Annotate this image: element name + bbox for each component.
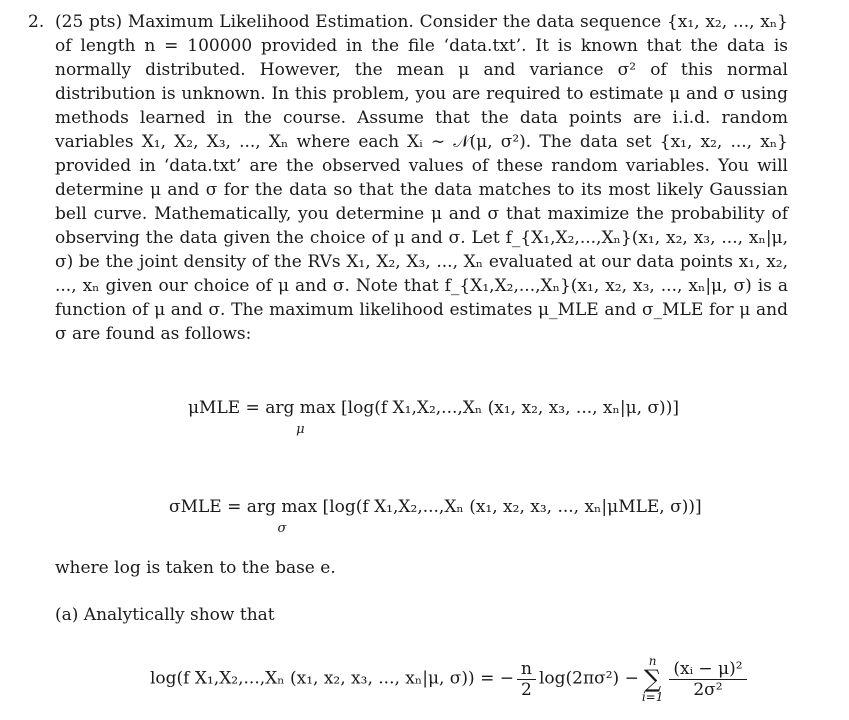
eq-sigma-rhs: [log(f X₁,X₂,...,Xₙ (x₁, x₂, x₃, ..., xₙ|μMLE, σ))] <box>317 497 702 517</box>
equation-sigma-mle <box>169 497 702 536</box>
sum-upper-limit: n <box>648 654 657 668</box>
problem-body <box>55 10 788 346</box>
sum-lower-limit: i=1 <box>641 690 664 704</box>
equation-mu-mle <box>188 398 679 437</box>
summation <box>642 655 664 703</box>
problem-number: 2. <box>28 12 45 32</box>
eq-loglik-mid: log(2πσ²) − <box>538 668 639 689</box>
frac1-numerator: n <box>517 659 536 680</box>
frac2-numerator: (xᵢ − μ)² <box>669 659 746 680</box>
equation-log-likelihood <box>150 655 750 703</box>
eq-sigma-argmax-label: arg max <box>246 497 318 517</box>
frac2-denominator: 2σ² <box>693 679 723 700</box>
problem-paragraph: (25 pts) Maximum Likelihood Estimation. Consider the data sequence {x₁, x₂, ..., xₙ} of length n = 100000 provided in the file ‘data.txt’. It is known that the data is normally distributed. However, the mean μ and variance σ² of this normal distribution is unknown. In this problem, you are required to estimate μ and σ using methods learned in the course. Assume that the data points are i.i.d. random variables X₁, X₂, X₃, ..., Xₙ where each Xᵢ ∼ 𝒩(μ, σ²). The data set {x₁, x₂, ..., xₙ} provided in ‘data.txt’ are the observed values of these random variables. You will determine μ and σ for the data so that the data matches to its most likely Gaussian bell curve. Mathematically, you determine μ and σ that maximize the probability of observing the data given the choice of μ and σ. Let f_{X₁,X₂,...,Xₙ}(x₁, x₂, x₃, ..., xₙ|μ, σ) be the joint density of the RVs X₁, X₂, X₃, ..., Xₙ evaluated at our data points x₁, x₂, ..., xₙ given our choice of μ and σ. Note that f_{X₁,X₂,...,Xₙ}(x₁, x₂, x₃, ..., xₙ|μ, σ) is a function of μ and σ. The maximum likelihood estimates μ_MLE and σ_MLE for μ and σ are found as follows: <box>55 12 788 344</box>
frac1-denominator: 2 <box>521 679 532 700</box>
eq-loglik-lhs: log(f X₁,X₂,...,Xₙ (x₁, x₂, x₃, ..., xₙ|μ, σ)) = − <box>150 668 514 689</box>
log-base-note: where log is taken to the base e. <box>55 558 336 578</box>
eq-sigma-argmax-sub: σ <box>277 521 287 536</box>
part-a-heading: (a) Analytically show that <box>55 605 275 625</box>
eq-mu-argmax-label: arg max <box>265 398 336 418</box>
eq-mu-argmax <box>265 398 336 437</box>
eq-sigma-argmax <box>246 497 318 536</box>
sum-symbol: ∑ <box>644 665 662 693</box>
fraction-n-over-2 <box>517 659 536 700</box>
eq-sigma-lhs: σMLE = <box>169 497 247 517</box>
problem-block <box>28 10 788 346</box>
eq-mu-lhs: μMLE = <box>188 398 266 418</box>
eq-mu-argmax-sub: μ <box>296 422 305 437</box>
eq-mu-rhs: [log(f X₁,X₂,...,Xₙ (x₁, x₂, x₃, ..., xₙ|μ, σ))] <box>335 398 679 418</box>
fraction-residual <box>669 659 746 700</box>
